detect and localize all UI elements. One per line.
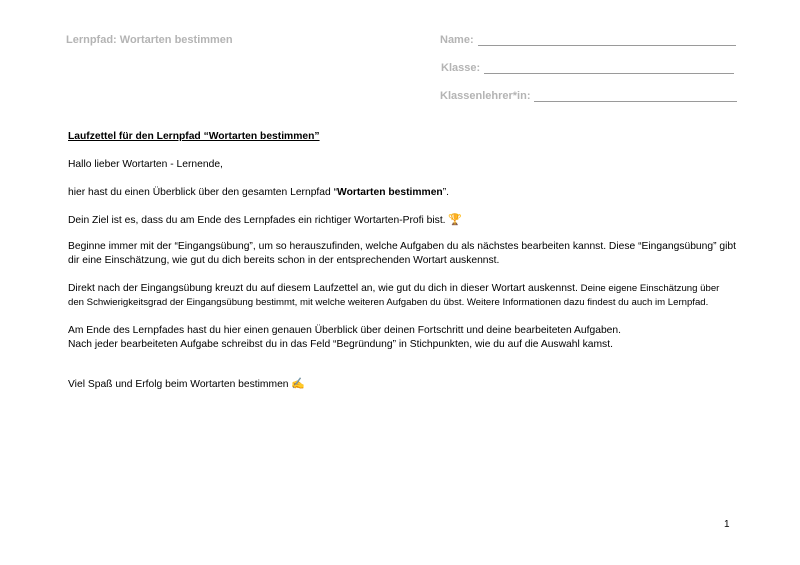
closing-paragraph bbox=[68, 378, 738, 392]
trophy-icon: 🏆 bbox=[448, 214, 463, 226]
intro-text-bold: Wortarten bestimmen bbox=[337, 187, 443, 198]
progress-line-2: Nach jeder bearbeiteten Aufgabe schreibst du in das Feld “Begründung” in Stichpunkten, wie du auf die Auswahl kamst. bbox=[68, 339, 613, 350]
teacher-label: Klassenlehrer*in: bbox=[440, 90, 531, 102]
header-title: Lernpfad: Wortarten bestimmen bbox=[66, 34, 233, 46]
name-field bbox=[440, 34, 736, 46]
document-heading: Laufzettel für den Lernpfad “Wortarten bestimmen” bbox=[68, 131, 320, 142]
page-number: 1 bbox=[724, 519, 730, 530]
class-label: Klasse: bbox=[441, 62, 481, 74]
intro-text-after: ”. bbox=[442, 187, 450, 198]
name-line bbox=[478, 35, 736, 46]
closing-text: Viel Spaß und Erfolg beim Wortarten bestimmen bbox=[68, 379, 289, 390]
teacher-line bbox=[534, 91, 737, 102]
progress-line-1: Am Ende des Lernpfades hast du hier einen genauen Überblick über deinen Fortschritt und deine bearbeiteten Aufgaben. bbox=[68, 325, 621, 336]
goal-paragraph bbox=[68, 214, 738, 228]
pencil-icon: ✍ bbox=[291, 378, 306, 390]
intro-paragraph bbox=[68, 186, 738, 200]
intro-text-before: hier hast du einen Überblick über den gesamten Lernpfad “ bbox=[68, 187, 338, 198]
selfassessment-text-b: Deine eigene Einschätzung über den Schwierigkeitsgrad der Eingangsübung bestimmt, mit welche weiteren Aufgaben du übst. Weitere Informationen dazu findest du auch im Lernpfad. bbox=[68, 283, 720, 308]
selfassessment-paragraph bbox=[68, 282, 738, 310]
progress-paragraph bbox=[68, 324, 738, 352]
greeting: Hallo lieber Wortarten - Lernende, bbox=[68, 159, 223, 170]
document-body bbox=[68, 130, 738, 392]
class-line bbox=[484, 63, 734, 74]
selfassessment-text-a: Direkt nach der Eingangsübung kreuzt du auf diesem Laufzettel an, wie gut du dich in dieser Wortart auskennst. bbox=[68, 283, 581, 294]
instruction-paragraph: Beginne immer mit der “Eingangsübung”, um so herauszufinden, welche Aufgaben du als nächstes bearbeiten kannst. Diese “Eingangsübung” gibt dir eine Einschätzung, wie gut du dich bereits schon in der entsprechenden Wortart auskennst. bbox=[68, 241, 736, 266]
class-field bbox=[441, 62, 734, 74]
name-label: Name: bbox=[440, 34, 474, 46]
teacher-field bbox=[440, 90, 737, 102]
goal-text: Dein Ziel ist es, dass du am Ende des Lernpfades ein richtiger Wortarten-Profi bist. bbox=[68, 215, 446, 226]
